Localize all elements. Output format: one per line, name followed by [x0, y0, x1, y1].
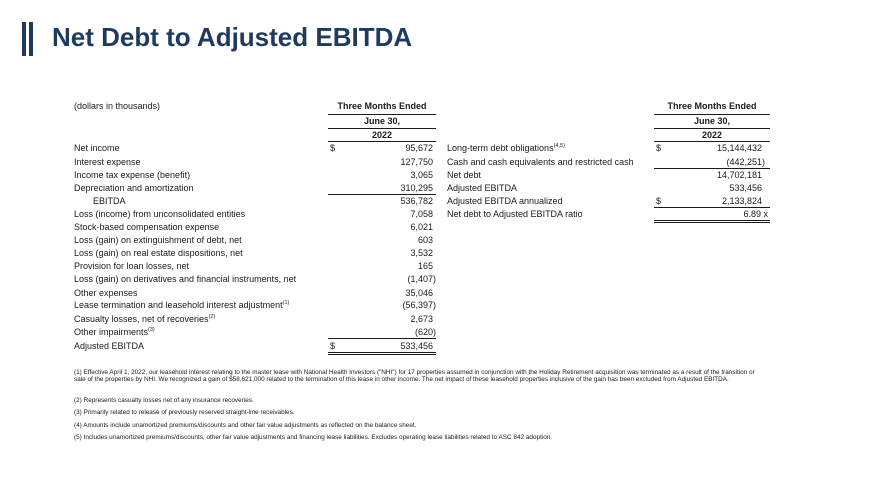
footnote-ref: (1): [282, 300, 290, 306]
row-value: 6,021: [410, 222, 433, 232]
dollar-sign: $: [656, 143, 662, 153]
row-label: Income tax expense (benefit): [74, 170, 191, 180]
units-label: (dollars in thousands): [74, 101, 161, 111]
right-header-date: June 30,: [693, 116, 731, 126]
divider: [328, 128, 436, 129]
row-value: 6.89 x: [743, 209, 768, 219]
accent-bar: [22, 22, 26, 56]
row-label: Loss (income) from unconsolidated entities: [74, 209, 246, 219]
row-value: 95,672: [405, 143, 433, 153]
dollar-sign: $: [330, 341, 336, 351]
footnote-ref: (2): [208, 314, 216, 320]
row-label: Loss (gain) on real estate dispositions, net: [74, 248, 243, 258]
row-label: EBITDA: [93, 196, 126, 206]
row-value: 2,673: [410, 314, 433, 324]
row-label: Depreciation and amortization: [74, 183, 194, 193]
left-header-date: June 30,: [363, 116, 401, 126]
row-value: 533,456: [729, 183, 762, 193]
left-header-period: Three Months Ended: [337, 101, 427, 111]
total-rule: [328, 352, 436, 353]
dollar-sign: $: [330, 143, 336, 153]
row-label: Interest expense: [74, 157, 141, 167]
row-label: Adjusted EBITDA annualized: [447, 196, 563, 206]
subtotal-rule: [654, 207, 770, 208]
row-label: Long-term debt obligations$^{(4,5)}$: [447, 143, 565, 153]
row-label: Casualty losses, net of recoveries$^{(2)}$: [74, 314, 216, 324]
row-label: Net income: [74, 143, 120, 153]
row-label: Cash and cash equivalents and restricted cash: [447, 157, 634, 167]
row-label: Net debt: [447, 170, 482, 180]
footnote: (2) Represents casualty losses net of any insurance recoveries.: [74, 397, 254, 404]
row-value: 603: [417, 235, 433, 245]
row-value: 533,456: [400, 341, 433, 351]
row-label: Lease termination and leasehold interest adjustment$^{(1)}$: [74, 300, 290, 310]
total-rule: [654, 222, 770, 223]
footnote: (3) Primarily related to release of previously reserved straight-line receivables.: [74, 409, 295, 416]
footnote-ref: (3): [148, 327, 155, 333]
row-label: Stock-based compensation expense: [74, 222, 220, 232]
right-header-period: Three Months Ended: [667, 101, 757, 111]
row-value: 165: [417, 261, 433, 271]
row-value: (1,407): [407, 274, 436, 284]
row-value: 14,702,181: [716, 170, 762, 180]
row-label: Adjusted EBITDA: [74, 341, 145, 351]
row-value: 2,133,824: [721, 196, 762, 206]
dollar-sign: $: [656, 196, 662, 206]
row-label: Provision for loan losses, net: [74, 261, 190, 271]
subtotal-rule: [328, 194, 436, 195]
row-value: (56,397): [402, 300, 436, 310]
row-label: Loss (gain) on extinguishment of debt, net: [74, 235, 242, 245]
row-value: 3,065: [410, 170, 433, 180]
row-value: (442,251): [726, 157, 765, 167]
divider: [654, 128, 770, 129]
footnote: (5) Includes unamortized premiums/discounts, other fair value adjustments and financing lease liabilities. Excludes operating lease liabilities related to ASC 842 adoption.: [74, 434, 553, 441]
page-title: Net Debt to Adjusted EBITDA: [52, 22, 413, 52]
divider: [328, 141, 436, 142]
total-rule: [654, 220, 770, 221]
row-value: 3,532: [410, 248, 433, 258]
divider: [328, 114, 436, 115]
left-header-year: 2022: [371, 130, 393, 140]
footnote-ref: (4,5): [553, 143, 565, 149]
subtotal-rule: [328, 338, 436, 339]
row-value: 536,782: [400, 196, 433, 206]
row-value: 7,058: [410, 209, 433, 219]
row-value: 310,295: [400, 183, 433, 193]
total-rule: [328, 354, 436, 355]
row-label: Net debt to Adjusted EBITDA ratio: [447, 209, 583, 219]
row-value: 35,046: [405, 288, 433, 298]
row-value: (620): [414, 327, 436, 337]
row-value: 15,144,432: [716, 143, 762, 153]
subtotal-rule: [654, 168, 770, 169]
footnote: (4) Amounts include unamortized premiums/discounts and other fair value adjustments as reflected on the balance sheet.: [74, 422, 417, 429]
row-label: Other impairments$^{(3)}$: [74, 327, 155, 337]
right-header-year: 2022: [701, 130, 723, 140]
divider: [654, 114, 770, 115]
row-value: 127,750: [400, 157, 433, 167]
row-label: Other expenses: [74, 288, 138, 298]
row-label: Adjusted EBITDA: [447, 183, 518, 193]
accent-bar: [29, 22, 33, 56]
divider: [654, 141, 770, 142]
footnote: (1) Effective April 1, 2022, our leasehold interest relating to the master lease with National Health Investors ("NHI") for 17 properties assumed in conjunction with the Holiday Retirement acquisition was terminated as a result of the transition or sale of the properties by NHI. We recognized a gain of $58,621,000 related to the termination of this lease in other income. The net impact of these leasehold properties inclusive of the gain has been excluded from Adjusted EBITDA.: [74, 369, 755, 384]
row-label: Loss (gain) on derivatives and financial instruments, net: [74, 274, 297, 284]
